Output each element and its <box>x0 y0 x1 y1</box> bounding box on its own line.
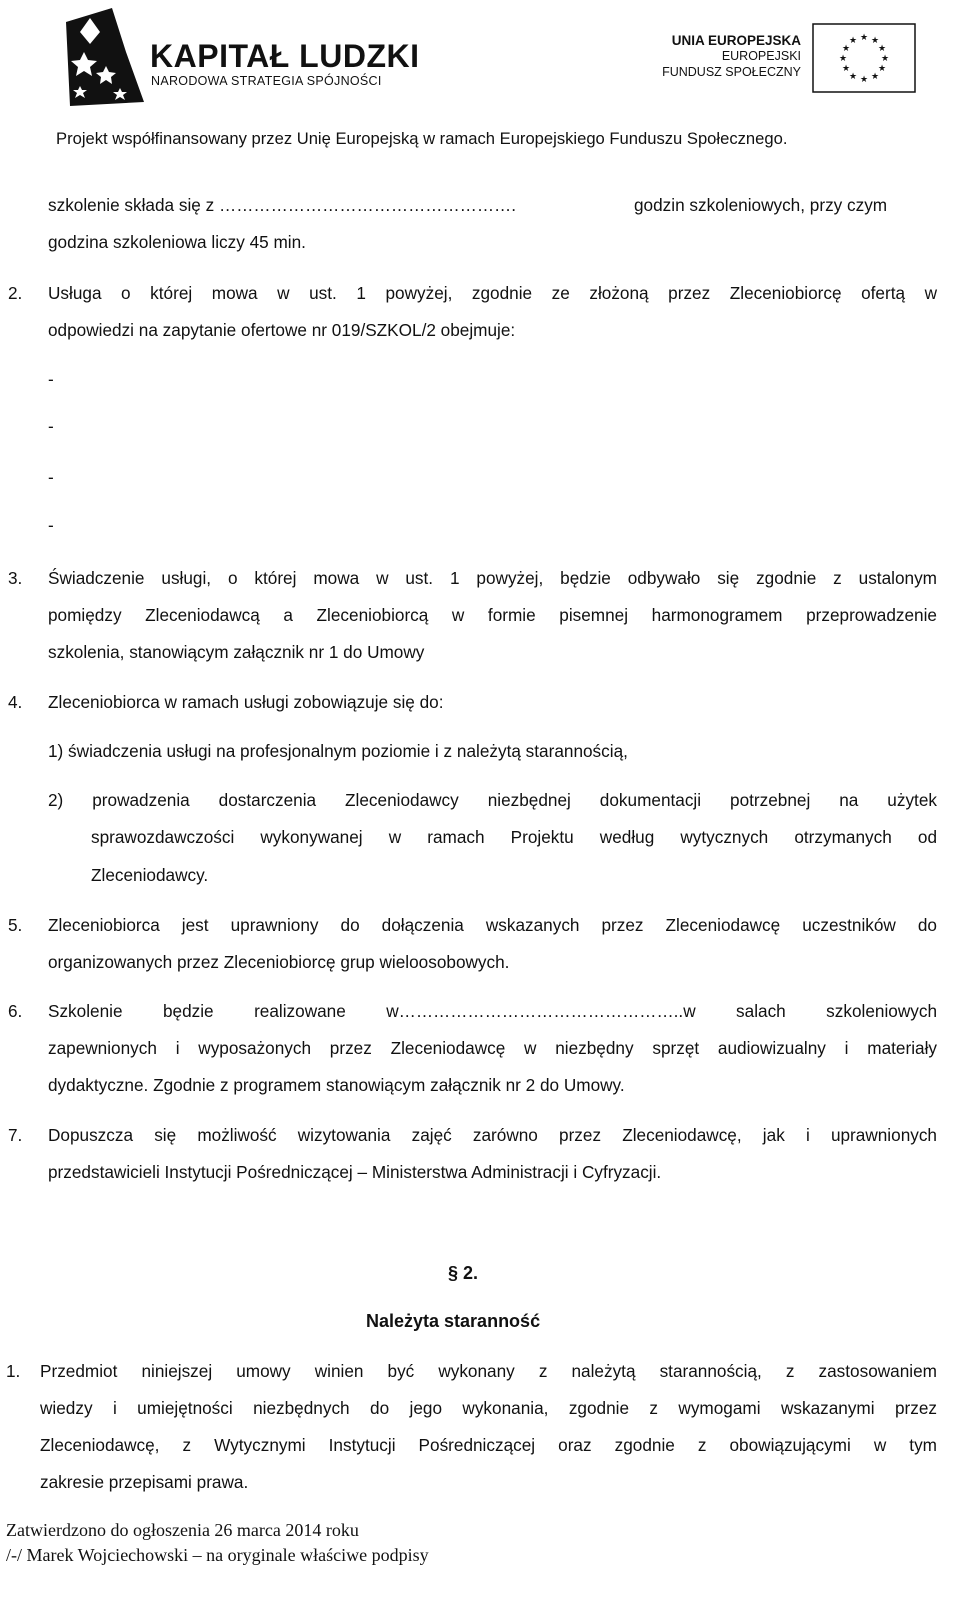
svg-text:★: ★ <box>841 64 851 74</box>
paragraph-line: organizowanych przez Zleceniobiorcę grup wieloosobowych. <box>48 952 510 972</box>
paragraph-line: Zleceniobiorca w ramach usługi zobowiązuje się do: <box>48 692 444 712</box>
paragraph-line: zakresie przepisami prawa. <box>40 1472 249 1492</box>
dash-item: - <box>48 416 54 436</box>
svg-text:★: ★ <box>877 64 887 74</box>
paragraph-line: Szkolenie będzie realizowane w…………………………………………..w salach szkoleniowych <box>48 1001 937 1021</box>
signature-note: /-/ Marek Wojciechowski – na oryginale właściwe podpisy <box>6 1545 429 1565</box>
dash-item: - <box>48 369 54 389</box>
kapital-ludzki-subtitle: NARODOWA STRATEGIA SPÓJNOŚCI <box>151 74 382 88</box>
item-number: 3. <box>8 568 23 588</box>
svg-text:★: ★ <box>848 36 858 46</box>
svg-text:★: ★ <box>838 54 848 64</box>
paragraph-line: Usługa o której mowa w ust. 1 powyżej, zgodnie ze złożoną przez Zleceniobiorcę ofertą w <box>48 283 937 303</box>
item-number: 4. <box>8 692 23 712</box>
list-item: sprawozdawczości wykonywanej w ramach Projektu według wytycznych otrzymanych od <box>91 827 937 847</box>
svg-text:★: ★ <box>841 44 851 54</box>
item-number: 6. <box>8 1001 23 1021</box>
kapital-ludzki-title: KAPITAŁ LUDZKI <box>150 38 420 74</box>
svg-text:★: ★ <box>877 44 887 54</box>
item-number: 7. <box>8 1125 23 1145</box>
paragraph-line: Zleceniodawcę, z Wytycznymi Instytucji Pośredniczącej oraz zgodnie z obowiązującymi w tym <box>40 1435 937 1455</box>
paragraph-line: odpowiedzi na zapytanie ofertowe nr 019/SZKOL/2 obejmuje: <box>48 320 516 340</box>
list-item: Zleceniodawcy. <box>91 865 209 885</box>
paragraph-line: Dopuszcza się możliwość wizytowania zajęć zarówno przez Zleceniodawcę, jak i uprawnionych <box>48 1125 937 1145</box>
paragraph-line: zapewnionych i wyposażonych przez Zleceniodawcę w niezbędny sprzęt audiowizualny i materiały <box>48 1038 937 1058</box>
item-number: 1. <box>6 1361 21 1381</box>
list-item: 2) prowadzenia dostarczenia Zleceniodawcy niezbędnej dokumentacji potrzebnej na użytek <box>48 790 937 810</box>
section-number: § 2. <box>448 1263 479 1283</box>
list-item: 1) świadczenia usługi na profesjonalnym poziomie i z należytą starannością, <box>48 741 628 761</box>
kapital-ludzki-logo-icon <box>60 4 146 113</box>
svg-text:★: ★ <box>870 36 880 46</box>
paragraph-line: pomiędzy Zleceniodawcą a Zleceniobiorcą w formie pisemnej harmonogramem przeprowadzenie <box>48 605 937 625</box>
intro-line2: godzina szkoleniowa liczy 45 min. <box>48 232 306 252</box>
paragraph-line: wiedzy i umiejętności niezbędnych do jego wykonania, zgodnie z wymogami wskazanymi przez <box>40 1398 937 1418</box>
svg-text:★: ★ <box>870 72 880 82</box>
section-title: Należyta staranność <box>366 1311 541 1331</box>
svg-text:★: ★ <box>848 72 858 82</box>
paragraph-line: Przedmiot niniejszej umowy winien być wykonany z należytą starannością, z zastosowaniem <box>40 1361 937 1381</box>
dash-item: - <box>48 515 54 535</box>
approval-note: Zatwierdzono do ogłoszenia 26 marca 2014 roku <box>6 1520 359 1540</box>
paragraph-line: Świadczenie usługi, o której mowa w ust. 1 powyżej, będzie odbywało się zgodnie z ustalonym <box>48 568 937 588</box>
project-cofinancing-line: Projekt współfinansowany przez Unię Europejską w ramach Europejskiego Funduszu Społecznego. <box>56 129 788 148</box>
paragraph-line: szkolenia, stanowiącym załącznik nr 1 do Umowy <box>48 642 425 662</box>
svg-text:★: ★ <box>859 75 869 85</box>
item-number: 5. <box>8 915 23 935</box>
paragraph-line: Zleceniobiorca jest uprawniony do dołączenia wskazanych przez Zleceniodawcę uczestników do <box>48 915 937 935</box>
eu-logo-line2: EUROPEJSKI <box>721 49 801 63</box>
svg-text:★: ★ <box>859 33 869 43</box>
eu-flag-icon <box>812 23 916 98</box>
paragraph-line: przedstawicieli Instytucji Pośredniczącej – Ministerstwa Administracji i Cyfryzacji. <box>48 1162 662 1182</box>
eu-logo-title: UNIA EUROPEJSKA <box>671 33 801 48</box>
item-number: 2. <box>8 283 23 303</box>
svg-text:★: ★ <box>880 54 890 64</box>
eu-logo-line3: FUNDUSZ SPOŁECZNY <box>662 65 801 79</box>
paragraph-line: dydaktyczne. Zgodnie z programem stanowiącym załącznik nr 2 do Umowy. <box>48 1075 625 1095</box>
intro-line1b: godzin szkoleniowych, przy czym <box>634 195 888 215</box>
intro-line1a: szkolenie składa się z ……………………………………………. <box>48 195 516 215</box>
dash-item: - <box>48 467 54 487</box>
